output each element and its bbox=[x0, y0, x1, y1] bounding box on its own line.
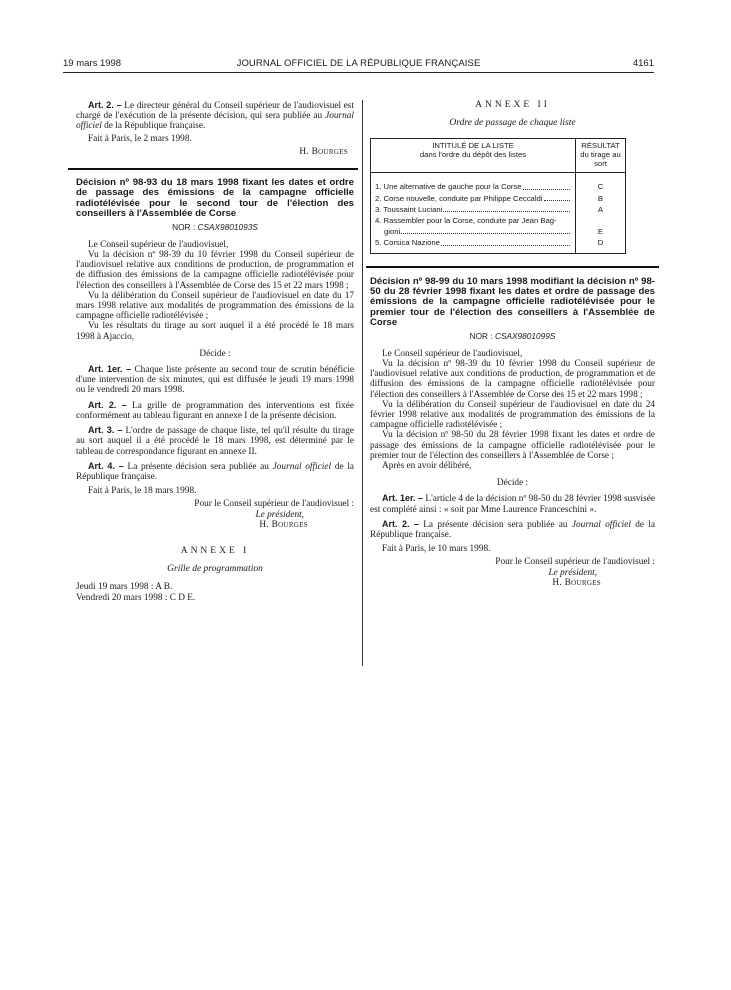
article-text: L'article 4 de la décision nº 98-50 du 28 février 1998 susvisée est complété ainsi : « soit par Mme Laurence Franceschini ». bbox=[370, 494, 655, 515]
annexe-1-title: ANNEXE I bbox=[180, 545, 250, 556]
header-line: INTITULÉ DE LA LISTE bbox=[432, 141, 514, 151]
article-label: Art. 2. – bbox=[88, 100, 122, 110]
table-body-row bbox=[371, 173, 626, 253]
preamble-line: Le Conseil supérieur de l'audiovisuel, bbox=[88, 239, 229, 250]
leader-dots bbox=[544, 200, 570, 201]
results-table bbox=[370, 138, 626, 253]
signature-1: H. Bourges bbox=[299, 146, 348, 157]
decide-heading: Décide : bbox=[496, 478, 529, 489]
fait-a-paris-1: Fait à Paris, le 2 mars 1998. bbox=[88, 133, 192, 144]
article-text-end: de la République française. bbox=[76, 461, 355, 482]
left-column bbox=[76, 100, 354, 603]
article-2 bbox=[370, 519, 655, 540]
preamble-line: Vu la décision nº 98-50 du 28 février 1998 fixant les dates et ordre de passage des émissions de la campagne officielle radiotélévisée pour le premier tour de l'élection des conseillers à l'Assemblée de Corse ; bbox=[370, 430, 655, 461]
nor-reference bbox=[370, 331, 655, 341]
header-line: RÉSULTAT bbox=[581, 141, 620, 151]
draw-result: D bbox=[597, 238, 604, 248]
article-text-end: de la République française. bbox=[104, 121, 206, 132]
article-text: Chaque liste présente au second tour de scrutin bénéficie d'une intervention de six minutes, qui est diffusée le jeudi 19 mars 1998 ou le vendredi 20 mars 1998. bbox=[76, 365, 354, 396]
article-text: L'ordre de passage de chaque liste, tel qu'il résulte du tirage au sort auquel il a été procédé le 18 mars 1998, est déterminé par le tableau de correspondance figurant en annexe II. bbox=[76, 426, 354, 457]
table-row bbox=[375, 181, 571, 192]
preamble-line: Vu la décision nº 98-39 du 10 février 1998 du Conseil supérieur de l'audiovisuel relative aux conditions de production, de programmation et de diffusion des émissions de la campagne officielle radiotélévisée pour l'élection des conseillers à l'Assemblée de Corse des 15 et 22 mars 1998 ; bbox=[370, 358, 655, 400]
leader-dots bbox=[523, 189, 570, 190]
table-row bbox=[375, 215, 571, 226]
nor-label: NOR : bbox=[172, 221, 196, 232]
annexe-1-line: Vendredi 20 mars 1998 : C D E. bbox=[76, 592, 196, 603]
draw-result: B bbox=[597, 193, 604, 203]
list-name-continuation: gioni bbox=[384, 227, 401, 237]
decision-separator bbox=[68, 168, 358, 170]
header-journal-title: JOURNAL OFFICIEL DE LA RÉPUBLIQUE FRANÇAISE bbox=[236, 58, 481, 69]
article-text: La présente décision sera publiée au bbox=[423, 519, 568, 530]
article-3 bbox=[76, 425, 354, 457]
preamble-line: Vu la décision nº 98-39 du 10 février 1998 du Conseil supérieur de l'audiovisuel relative aux conditions de production, de programmation et de diffusion des émissions de la campagne officielle radiotélévisée pour l'élection des conseillers à l'Assemblée de Corse des 15 et 22 mars 1998 ; bbox=[76, 250, 354, 291]
list-name: 1. Une alternative de gauche pour la Corse bbox=[375, 182, 522, 192]
header-line: dans l'ordre du dépôt des listes bbox=[419, 150, 527, 160]
top-article-2 bbox=[76, 100, 354, 132]
preamble-line: Vu les résultats du tirage au sort auquel il a été procédé le 18 mars 1998 à Ajaccio, bbox=[76, 321, 354, 342]
article-2 bbox=[76, 400, 354, 421]
list-name: 2. Corse nouvelle, conduite par Philippe Ceccaldi bbox=[375, 193, 543, 203]
nor-reference bbox=[76, 222, 354, 232]
draw-result: C bbox=[597, 182, 604, 192]
leader-dots bbox=[401, 233, 570, 234]
signature: H. Bourges bbox=[552, 577, 601, 588]
journal-reference: Journal officiel bbox=[571, 519, 631, 530]
pour-le-conseil: Pour le Conseil supérieur de l'audiovisuel : bbox=[495, 557, 655, 568]
table-row bbox=[375, 193, 571, 204]
annexe-1-subtitle: Grille de programmation bbox=[167, 564, 263, 575]
list-name: 5. Corsica Nazione bbox=[375, 238, 440, 248]
article-text: Le directeur général du Conseil supérieur de l'audiovisuel est chargé de l'exécution de la présente décision, qui sera publiée au bbox=[76, 101, 355, 122]
leader-dots bbox=[443, 211, 570, 212]
page-header bbox=[63, 56, 654, 72]
header-line: du tirage au sort bbox=[580, 150, 621, 169]
header-page-number: 4161 bbox=[632, 58, 654, 69]
nor-code: CSAX9801093S bbox=[197, 221, 258, 232]
decision-title-98-93: Décision nº 98-93 du 18 mars 1998 fixant les dates et ordre de passage des émissions de la campagne officielle radiotélévisée pour le second tour de l'élection des conseillers à l'Assemblée de Corse bbox=[76, 177, 354, 220]
draw-result: A bbox=[597, 204, 604, 214]
table-row-continuation bbox=[375, 226, 571, 237]
list-name: 3. Toussaint Luciani bbox=[375, 204, 443, 214]
preamble-line: Le Conseil supérieur de l'audiovisuel, bbox=[382, 348, 523, 359]
le-president bbox=[76, 510, 354, 520]
table-header-list bbox=[371, 139, 576, 173]
article-1 bbox=[76, 364, 354, 396]
le-president-text: Le président, bbox=[548, 567, 597, 578]
leader-dots bbox=[441, 245, 570, 246]
decision-title-98-99: Décision nº 98-99 du 10 mars 1998 modifiant la décision nº 98-50 du 28 février 1998 fixant les dates et ordre de passage des émissions de la campagne officielle radiotélévisée pour le premier tour de l'élection des conseillers à l'Assemblée de Corse bbox=[370, 275, 655, 329]
table-row bbox=[375, 204, 571, 215]
nor-code: CSAX9801099S bbox=[494, 330, 556, 341]
column-divider bbox=[362, 100, 363, 666]
article-label: Art. 1er. – bbox=[382, 493, 424, 504]
annexe-1-line: Jeudi 19 mars 1998 : A B. bbox=[76, 582, 173, 593]
pour-le-conseil: Pour le Conseil supérieur de l'audiovisuel : bbox=[194, 499, 354, 510]
list-name: 4. Rassembler pour la Corse, conduite par Jean Bag- bbox=[375, 215, 557, 225]
article-label: Art. 3. – bbox=[88, 425, 123, 436]
annexe-2-title: ANNEXE II bbox=[475, 100, 550, 110]
decide-heading: Décide : bbox=[199, 348, 231, 359]
right-column bbox=[370, 100, 655, 588]
journal-reference: Journal officiel bbox=[272, 461, 332, 472]
article-label: Art. 2. – bbox=[88, 399, 127, 410]
journal-reference: Journal officiel bbox=[76, 111, 354, 132]
article-label: Art. 2. – bbox=[382, 518, 419, 529]
preamble-line: Vu la délibération du Conseil supérieur de l'audiovisuel en date du 24 février 1998 relative aux modalités de programmation des émissions de la campagne officielle radiotélévisée ; bbox=[370, 399, 655, 431]
fait-a-paris-2: Fait à Paris, le 18 mars 1998. bbox=[88, 486, 197, 497]
preamble-line: Vu la délibération du Conseil supérieur de l'audiovisuel en date du 17 mars 1998 relative aux modalités de programmation des émissions de la campagne officielle radiotélévisée ; bbox=[76, 290, 354, 322]
article-label: Art. 1er. – bbox=[88, 364, 132, 375]
le-president-text: Le président, bbox=[255, 509, 304, 520]
article-text-end: de la République française. bbox=[370, 519, 655, 541]
article-1 bbox=[370, 493, 655, 514]
table-row bbox=[375, 237, 571, 248]
nor-label: NOR : bbox=[469, 330, 493, 341]
draw-result-spacer bbox=[576, 215, 625, 226]
article-label: Art. 4. – bbox=[88, 460, 124, 471]
table-list-cell bbox=[371, 173, 576, 253]
decision-separator bbox=[366, 266, 659, 268]
header-date: 19 mars 1998 bbox=[63, 58, 122, 69]
article-text: La présente décision sera publiée au bbox=[127, 461, 269, 472]
table-header-result bbox=[576, 139, 626, 173]
preamble-line: Après en avoir délibéré, bbox=[382, 461, 472, 471]
signature-2: H. Bourges bbox=[259, 519, 308, 530]
annexe-2-subtitle: Ordre de passage de chaque liste bbox=[449, 118, 576, 129]
article-text: La grille de programmation des interventions est fixée conformément au tableau figurant en annexe I de la présente décision. bbox=[76, 400, 354, 421]
le-president bbox=[370, 568, 655, 578]
header-rule bbox=[63, 72, 654, 73]
table-header-row bbox=[371, 139, 626, 173]
draw-result: E bbox=[597, 227, 604, 237]
fait-a-paris: Fait à Paris, le 10 mars 1998. bbox=[382, 544, 491, 555]
article-4 bbox=[76, 461, 354, 482]
table-result-cell bbox=[576, 173, 626, 253]
